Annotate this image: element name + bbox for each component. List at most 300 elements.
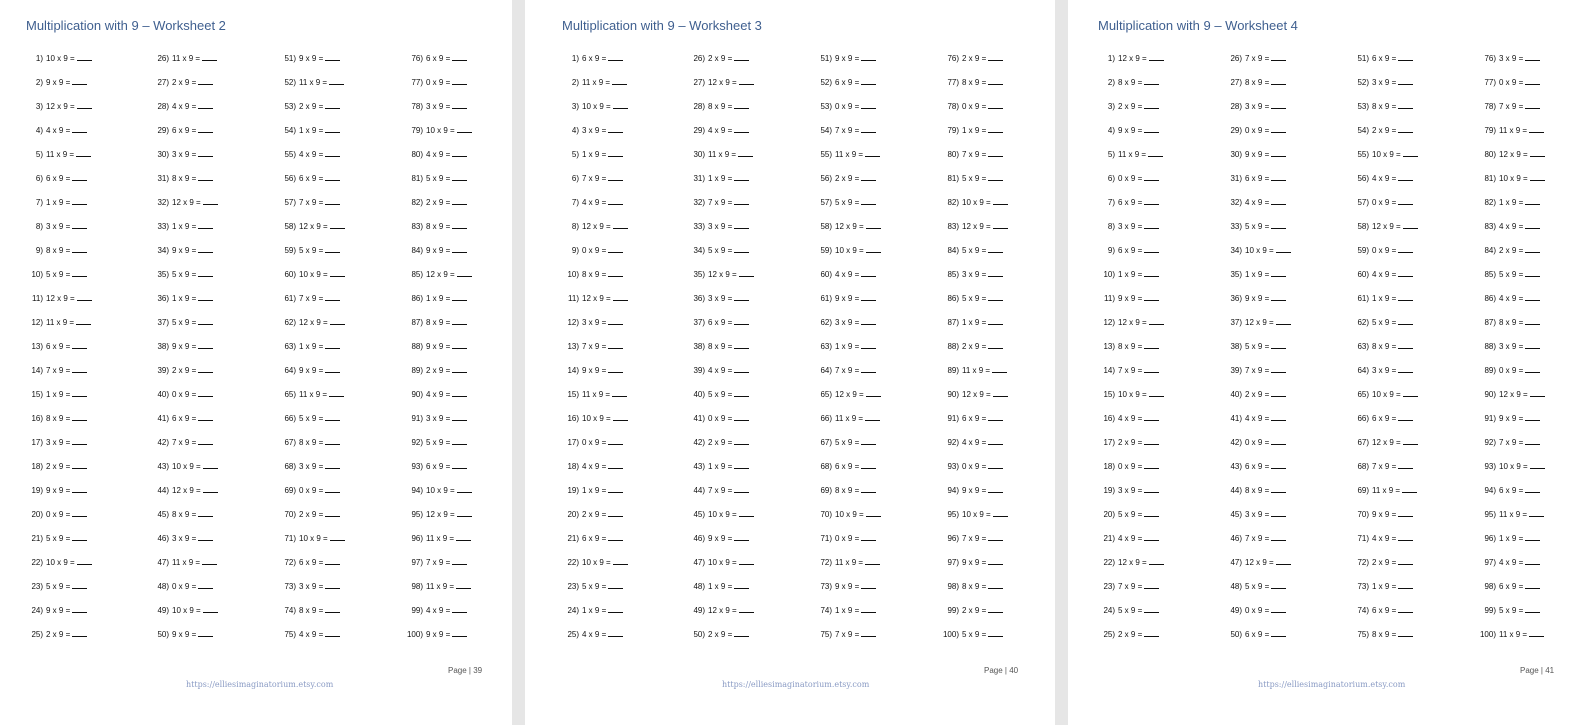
answer-blank[interactable]: [325, 244, 340, 253]
answer-blank[interactable]: [861, 580, 876, 589]
answer-blank[interactable]: [861, 76, 876, 85]
answer-blank[interactable]: [1144, 196, 1159, 205]
answer-blank[interactable]: [198, 220, 213, 229]
answer-blank[interactable]: [866, 220, 881, 229]
answer-blank[interactable]: [72, 532, 87, 541]
answer-blank[interactable]: [452, 460, 467, 469]
answer-blank[interactable]: [1144, 628, 1159, 637]
answer-blank[interactable]: [72, 124, 87, 133]
answer-blank[interactable]: [988, 628, 1003, 637]
answer-blank[interactable]: [77, 52, 92, 61]
answer-blank[interactable]: [1144, 484, 1159, 493]
answer-blank[interactable]: [988, 148, 1003, 157]
answer-blank[interactable]: [1525, 52, 1540, 61]
answer-blank[interactable]: [325, 340, 340, 349]
answer-blank[interactable]: [1149, 52, 1164, 61]
answer-blank[interactable]: [1525, 532, 1540, 541]
answer-blank[interactable]: [77, 292, 92, 301]
answer-blank[interactable]: [1271, 172, 1286, 181]
answer-blank[interactable]: [988, 52, 1003, 61]
answer-blank[interactable]: [72, 460, 87, 469]
answer-blank[interactable]: [325, 148, 340, 157]
answer-blank[interactable]: [1276, 556, 1291, 565]
answer-blank[interactable]: [1398, 556, 1413, 565]
answer-blank[interactable]: [456, 580, 471, 589]
answer-blank[interactable]: [203, 484, 218, 493]
answer-blank[interactable]: [1144, 100, 1159, 109]
answer-blank[interactable]: [329, 388, 344, 397]
answer-blank[interactable]: [613, 292, 628, 301]
answer-blank[interactable]: [739, 268, 754, 277]
answer-blank[interactable]: [325, 580, 340, 589]
answer-blank[interactable]: [325, 172, 340, 181]
answer-blank[interactable]: [72, 172, 87, 181]
answer-blank[interactable]: [203, 460, 218, 469]
answer-blank[interactable]: [1525, 412, 1540, 421]
answer-blank[interactable]: [329, 76, 344, 85]
answer-blank[interactable]: [861, 292, 876, 301]
answer-blank[interactable]: [866, 388, 881, 397]
answer-blank[interactable]: [198, 172, 213, 181]
answer-blank[interactable]: [608, 580, 623, 589]
answer-blank[interactable]: [1271, 388, 1286, 397]
answer-blank[interactable]: [612, 388, 627, 397]
answer-blank[interactable]: [608, 244, 623, 253]
answer-blank[interactable]: [1525, 244, 1540, 253]
answer-blank[interactable]: [198, 628, 213, 637]
answer-blank[interactable]: [72, 508, 87, 517]
answer-blank[interactable]: [1398, 628, 1413, 637]
answer-blank[interactable]: [734, 388, 749, 397]
answer-blank[interactable]: [1276, 244, 1291, 253]
answer-blank[interactable]: [734, 628, 749, 637]
answer-blank[interactable]: [739, 76, 754, 85]
answer-blank[interactable]: [1525, 340, 1540, 349]
answer-blank[interactable]: [72, 484, 87, 493]
answer-blank[interactable]: [1525, 268, 1540, 277]
answer-blank[interactable]: [608, 52, 623, 61]
answer-blank[interactable]: [1398, 604, 1413, 613]
answer-blank[interactable]: [988, 244, 1003, 253]
footer-url[interactable]: https://elliesimaginatorium.etsy.com: [1258, 680, 1406, 689]
answer-blank[interactable]: [452, 364, 467, 373]
answer-blank[interactable]: [1403, 148, 1418, 157]
answer-blank[interactable]: [452, 316, 467, 325]
answer-blank[interactable]: [1398, 124, 1413, 133]
answer-blank[interactable]: [452, 604, 467, 613]
answer-blank[interactable]: [988, 124, 1003, 133]
answer-blank[interactable]: [452, 172, 467, 181]
answer-blank[interactable]: [1271, 460, 1286, 469]
answer-blank[interactable]: [325, 484, 340, 493]
answer-blank[interactable]: [72, 436, 87, 445]
answer-blank[interactable]: [861, 124, 876, 133]
answer-blank[interactable]: [739, 556, 754, 565]
answer-blank[interactable]: [1271, 580, 1286, 589]
answer-blank[interactable]: [203, 196, 218, 205]
answer-blank[interactable]: [452, 556, 467, 565]
answer-blank[interactable]: [198, 580, 213, 589]
answer-blank[interactable]: [77, 100, 92, 109]
answer-blank[interactable]: [1525, 76, 1540, 85]
answer-blank[interactable]: [861, 196, 876, 205]
answer-blank[interactable]: [1271, 52, 1286, 61]
answer-blank[interactable]: [1530, 148, 1545, 157]
answer-blank[interactable]: [861, 604, 876, 613]
answer-blank[interactable]: [608, 172, 623, 181]
answer-blank[interactable]: [734, 412, 749, 421]
answer-blank[interactable]: [613, 220, 628, 229]
answer-blank[interactable]: [325, 124, 340, 133]
answer-blank[interactable]: [1529, 508, 1544, 517]
answer-blank[interactable]: [1144, 460, 1159, 469]
answer-blank[interactable]: [993, 220, 1008, 229]
answer-blank[interactable]: [198, 148, 213, 157]
answer-blank[interactable]: [865, 148, 880, 157]
answer-blank[interactable]: [993, 388, 1008, 397]
answer-blank[interactable]: [861, 52, 876, 61]
answer-blank[interactable]: [988, 268, 1003, 277]
answer-blank[interactable]: [198, 412, 213, 421]
answer-blank[interactable]: [1144, 76, 1159, 85]
answer-blank[interactable]: [1525, 484, 1540, 493]
answer-blank[interactable]: [988, 604, 1003, 613]
answer-blank[interactable]: [325, 100, 340, 109]
answer-blank[interactable]: [325, 292, 340, 301]
answer-blank[interactable]: [734, 220, 749, 229]
answer-blank[interactable]: [77, 556, 92, 565]
answer-blank[interactable]: [988, 316, 1003, 325]
answer-blank[interactable]: [457, 508, 472, 517]
answer-blank[interactable]: [739, 604, 754, 613]
answer-blank[interactable]: [608, 436, 623, 445]
answer-blank[interactable]: [861, 484, 876, 493]
answer-blank[interactable]: [76, 316, 91, 325]
answer-blank[interactable]: [734, 340, 749, 349]
answer-blank[interactable]: [1144, 220, 1159, 229]
answer-blank[interactable]: [72, 268, 87, 277]
answer-blank[interactable]: [738, 148, 753, 157]
answer-blank[interactable]: [861, 100, 876, 109]
answer-blank[interactable]: [1529, 628, 1544, 637]
answer-blank[interactable]: [608, 364, 623, 373]
answer-blank[interactable]: [1525, 604, 1540, 613]
answer-blank[interactable]: [992, 364, 1007, 373]
answer-blank[interactable]: [203, 604, 218, 613]
answer-blank[interactable]: [1398, 580, 1413, 589]
answer-blank[interactable]: [861, 340, 876, 349]
answer-blank[interactable]: [1525, 316, 1540, 325]
answer-blank[interactable]: [613, 100, 628, 109]
answer-blank[interactable]: [452, 244, 467, 253]
answer-blank[interactable]: [1144, 340, 1159, 349]
answer-blank[interactable]: [457, 484, 472, 493]
answer-blank[interactable]: [1144, 580, 1159, 589]
footer-url[interactable]: https://elliesimaginatorium.etsy.com: [186, 680, 334, 689]
answer-blank[interactable]: [452, 148, 467, 157]
answer-blank[interactable]: [1271, 148, 1286, 157]
answer-blank[interactable]: [993, 196, 1008, 205]
answer-blank[interactable]: [1525, 364, 1540, 373]
answer-blank[interactable]: [198, 316, 213, 325]
answer-blank[interactable]: [734, 484, 749, 493]
answer-blank[interactable]: [1530, 172, 1545, 181]
answer-blank[interactable]: [734, 244, 749, 253]
answer-blank[interactable]: [608, 508, 623, 517]
answer-blank[interactable]: [1398, 52, 1413, 61]
answer-blank[interactable]: [608, 532, 623, 541]
answer-blank[interactable]: [988, 76, 1003, 85]
answer-blank[interactable]: [988, 556, 1003, 565]
answer-blank[interactable]: [1398, 244, 1413, 253]
answer-blank[interactable]: [608, 124, 623, 133]
answer-blank[interactable]: [734, 316, 749, 325]
answer-blank[interactable]: [1525, 556, 1540, 565]
answer-blank[interactable]: [988, 100, 1003, 109]
answer-blank[interactable]: [988, 436, 1003, 445]
answer-blank[interactable]: [1525, 292, 1540, 301]
answer-blank[interactable]: [734, 100, 749, 109]
answer-blank[interactable]: [1271, 292, 1286, 301]
answer-blank[interactable]: [1144, 436, 1159, 445]
answer-blank[interactable]: [734, 124, 749, 133]
answer-blank[interactable]: [1398, 172, 1413, 181]
answer-blank[interactable]: [988, 172, 1003, 181]
answer-blank[interactable]: [861, 532, 876, 541]
answer-blank[interactable]: [866, 508, 881, 517]
answer-blank[interactable]: [452, 388, 467, 397]
answer-blank[interactable]: [608, 340, 623, 349]
answer-blank[interactable]: [198, 124, 213, 133]
answer-blank[interactable]: [325, 628, 340, 637]
answer-blank[interactable]: [1271, 484, 1286, 493]
answer-blank[interactable]: [1398, 268, 1413, 277]
answer-blank[interactable]: [1144, 412, 1159, 421]
answer-blank[interactable]: [1525, 220, 1540, 229]
answer-blank[interactable]: [1525, 436, 1540, 445]
answer-blank[interactable]: [734, 172, 749, 181]
answer-blank[interactable]: [1144, 364, 1159, 373]
answer-blank[interactable]: [72, 580, 87, 589]
answer-blank[interactable]: [1398, 412, 1413, 421]
answer-blank[interactable]: [608, 604, 623, 613]
answer-blank[interactable]: [72, 220, 87, 229]
answer-blank[interactable]: [72, 364, 87, 373]
answer-blank[interactable]: [861, 436, 876, 445]
answer-blank[interactable]: [608, 484, 623, 493]
answer-blank[interactable]: [861, 172, 876, 181]
answer-blank[interactable]: [452, 100, 467, 109]
answer-blank[interactable]: [457, 124, 472, 133]
answer-blank[interactable]: [452, 412, 467, 421]
answer-blank[interactable]: [1271, 76, 1286, 85]
answer-blank[interactable]: [72, 244, 87, 253]
answer-blank[interactable]: [1403, 436, 1418, 445]
answer-blank[interactable]: [861, 628, 876, 637]
answer-blank[interactable]: [734, 292, 749, 301]
answer-blank[interactable]: [72, 388, 87, 397]
answer-blank[interactable]: [608, 460, 623, 469]
answer-blank[interactable]: [452, 292, 467, 301]
answer-blank[interactable]: [1398, 316, 1413, 325]
answer-blank[interactable]: [456, 532, 471, 541]
answer-blank[interactable]: [325, 556, 340, 565]
answer-blank[interactable]: [1398, 100, 1413, 109]
answer-blank[interactable]: [1148, 148, 1163, 157]
answer-blank[interactable]: [988, 340, 1003, 349]
answer-blank[interactable]: [608, 628, 623, 637]
answer-blank[interactable]: [1398, 508, 1413, 517]
answer-blank[interactable]: [325, 52, 340, 61]
answer-blank[interactable]: [198, 292, 213, 301]
answer-blank[interactable]: [1530, 388, 1545, 397]
answer-blank[interactable]: [1525, 100, 1540, 109]
answer-blank[interactable]: [72, 340, 87, 349]
answer-blank[interactable]: [734, 532, 749, 541]
answer-blank[interactable]: [198, 268, 213, 277]
answer-blank[interactable]: [1271, 196, 1286, 205]
answer-blank[interactable]: [452, 220, 467, 229]
answer-blank[interactable]: [330, 268, 345, 277]
answer-blank[interactable]: [1398, 532, 1413, 541]
answer-blank[interactable]: [452, 196, 467, 205]
answer-blank[interactable]: [1271, 364, 1286, 373]
answer-blank[interactable]: [1271, 268, 1286, 277]
answer-blank[interactable]: [325, 460, 340, 469]
answer-blank[interactable]: [612, 76, 627, 85]
answer-blank[interactable]: [866, 244, 881, 253]
answer-blank[interactable]: [1525, 196, 1540, 205]
answer-blank[interactable]: [1398, 196, 1413, 205]
answer-blank[interactable]: [988, 292, 1003, 301]
answer-blank[interactable]: [202, 52, 217, 61]
answer-blank[interactable]: [1149, 388, 1164, 397]
answer-blank[interactable]: [861, 316, 876, 325]
answer-blank[interactable]: [452, 628, 467, 637]
answer-blank[interactable]: [1271, 124, 1286, 133]
answer-blank[interactable]: [452, 52, 467, 61]
answer-blank[interactable]: [1398, 292, 1413, 301]
answer-blank[interactable]: [325, 508, 340, 517]
answer-blank[interactable]: [613, 412, 628, 421]
answer-blank[interactable]: [861, 460, 876, 469]
answer-blank[interactable]: [1529, 124, 1544, 133]
answer-blank[interactable]: [72, 412, 87, 421]
answer-blank[interactable]: [1398, 460, 1413, 469]
answer-blank[interactable]: [72, 196, 87, 205]
answer-blank[interactable]: [993, 508, 1008, 517]
answer-blank[interactable]: [325, 436, 340, 445]
answer-blank[interactable]: [1402, 484, 1417, 493]
answer-blank[interactable]: [1144, 172, 1159, 181]
answer-blank[interactable]: [608, 196, 623, 205]
answer-blank[interactable]: [988, 532, 1003, 541]
answer-blank[interactable]: [988, 580, 1003, 589]
answer-blank[interactable]: [1271, 604, 1286, 613]
answer-blank[interactable]: [1144, 292, 1159, 301]
answer-blank[interactable]: [330, 220, 345, 229]
answer-blank[interactable]: [988, 484, 1003, 493]
answer-blank[interactable]: [198, 508, 213, 517]
answer-blank[interactable]: [865, 556, 880, 565]
answer-blank[interactable]: [988, 412, 1003, 421]
answer-blank[interactable]: [1403, 220, 1418, 229]
answer-blank[interactable]: [452, 76, 467, 85]
footer-url[interactable]: https://elliesimaginatorium.etsy.com: [722, 680, 870, 689]
answer-blank[interactable]: [608, 268, 623, 277]
answer-blank[interactable]: [198, 388, 213, 397]
answer-blank[interactable]: [330, 532, 345, 541]
answer-blank[interactable]: [202, 556, 217, 565]
answer-blank[interactable]: [1271, 532, 1286, 541]
answer-blank[interactable]: [1271, 436, 1286, 445]
answer-blank[interactable]: [734, 364, 749, 373]
answer-blank[interactable]: [1403, 388, 1418, 397]
answer-blank[interactable]: [198, 76, 213, 85]
answer-blank[interactable]: [325, 604, 340, 613]
answer-blank[interactable]: [739, 508, 754, 517]
answer-blank[interactable]: [198, 100, 213, 109]
answer-blank[interactable]: [1144, 244, 1159, 253]
answer-blank[interactable]: [325, 196, 340, 205]
answer-blank[interactable]: [198, 340, 213, 349]
answer-blank[interactable]: [608, 148, 623, 157]
answer-blank[interactable]: [452, 340, 467, 349]
answer-blank[interactable]: [734, 436, 749, 445]
answer-blank[interactable]: [1276, 316, 1291, 325]
answer-blank[interactable]: [1149, 316, 1164, 325]
answer-blank[interactable]: [734, 196, 749, 205]
answer-blank[interactable]: [72, 628, 87, 637]
answer-blank[interactable]: [1271, 340, 1286, 349]
answer-blank[interactable]: [1530, 460, 1545, 469]
answer-blank[interactable]: [452, 436, 467, 445]
answer-blank[interactable]: [1149, 556, 1164, 565]
answer-blank[interactable]: [608, 316, 623, 325]
answer-blank[interactable]: [1144, 604, 1159, 613]
answer-blank[interactable]: [1144, 124, 1159, 133]
answer-blank[interactable]: [198, 364, 213, 373]
answer-blank[interactable]: [1271, 220, 1286, 229]
answer-blank[interactable]: [1398, 76, 1413, 85]
answer-blank[interactable]: [988, 460, 1003, 469]
answer-blank[interactable]: [861, 268, 876, 277]
answer-blank[interactable]: [76, 148, 91, 157]
answer-blank[interactable]: [325, 364, 340, 373]
answer-blank[interactable]: [1144, 532, 1159, 541]
answer-blank[interactable]: [325, 412, 340, 421]
answer-blank[interactable]: [1271, 508, 1286, 517]
answer-blank[interactable]: [613, 556, 628, 565]
answer-blank[interactable]: [1525, 580, 1540, 589]
answer-blank[interactable]: [198, 244, 213, 253]
answer-blank[interactable]: [734, 52, 749, 61]
answer-blank[interactable]: [1398, 340, 1413, 349]
answer-blank[interactable]: [72, 76, 87, 85]
answer-blank[interactable]: [734, 460, 749, 469]
answer-blank[interactable]: [861, 364, 876, 373]
answer-blank[interactable]: [457, 268, 472, 277]
answer-blank[interactable]: [734, 580, 749, 589]
answer-blank[interactable]: [1144, 268, 1159, 277]
answer-blank[interactable]: [865, 412, 880, 421]
answer-blank[interactable]: [1144, 508, 1159, 517]
answer-blank[interactable]: [1271, 412, 1286, 421]
answer-blank[interactable]: [1271, 628, 1286, 637]
answer-blank[interactable]: [330, 316, 345, 325]
answer-blank[interactable]: [198, 532, 213, 541]
answer-blank[interactable]: [72, 604, 87, 613]
